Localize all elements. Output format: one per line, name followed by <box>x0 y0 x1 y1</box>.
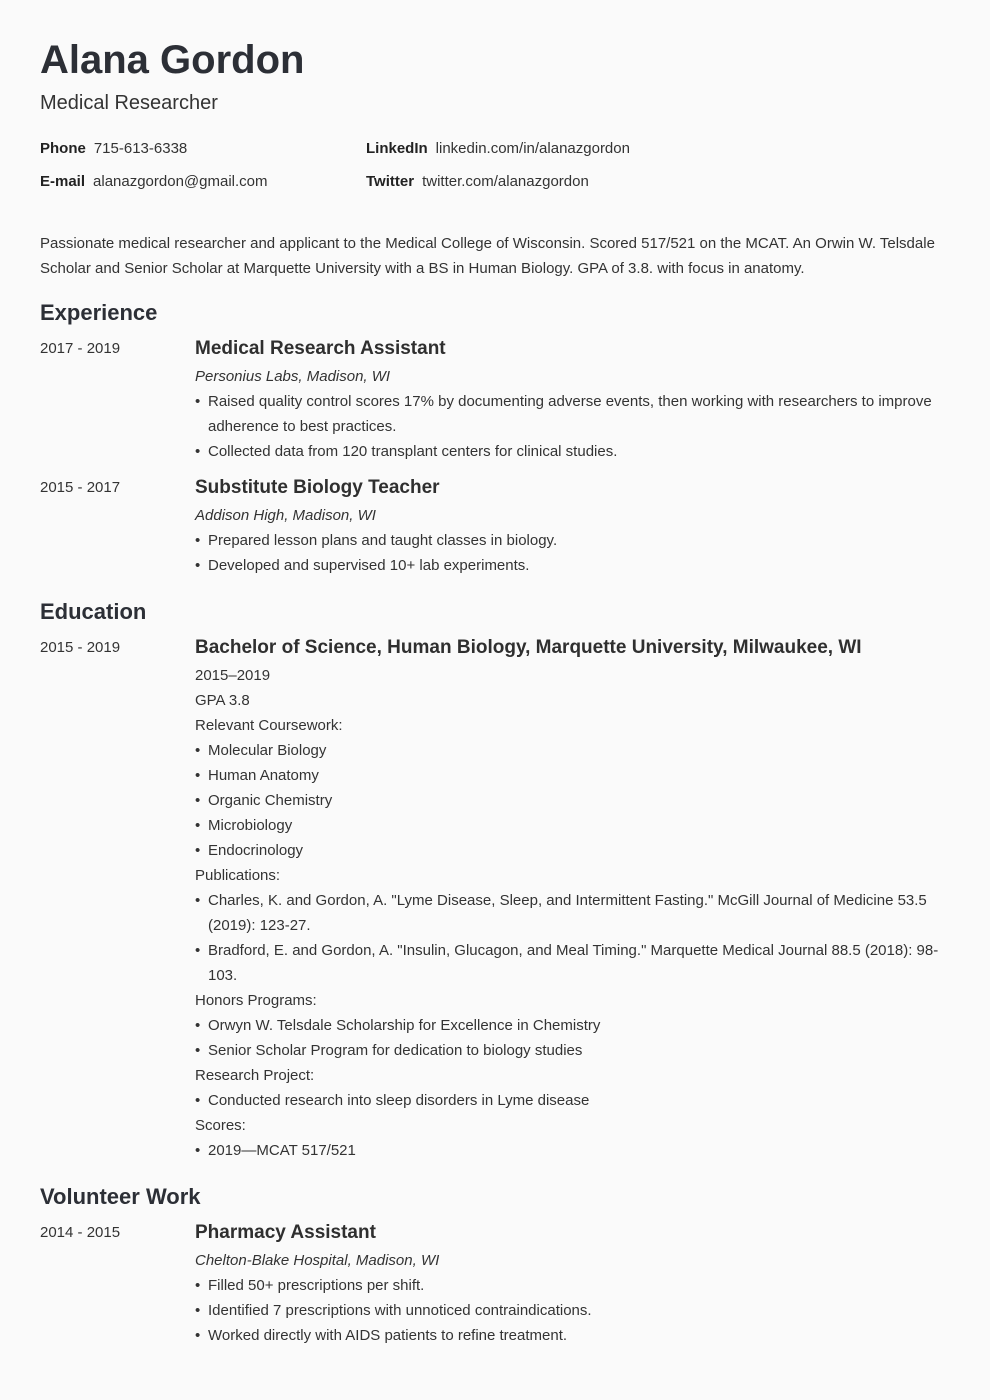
linkedin-label: LinkedIn <box>366 140 428 157</box>
list-item: • Organic Chemistry <box>195 788 950 813</box>
research-list <box>195 1088 950 1113</box>
experience-entry <box>40 474 950 578</box>
list-item: • Prepared lesson plans and taught classes in biology. <box>195 528 950 553</box>
contact-block <box>40 140 950 191</box>
entry-org: Personius Labs, Madison, WI <box>195 368 391 385</box>
entry-bullets <box>195 1273 950 1348</box>
list-item: • Molecular Biology <box>195 738 950 763</box>
list-item: • Orwyn W. Telsdale Scholarship for Excellence in Chemistry <box>195 1013 950 1038</box>
publications-list <box>195 888 950 988</box>
experience-entry <box>40 335 950 464</box>
entry-dates: 2015 - 2019 <box>40 639 121 656</box>
entry-role: Substitute Biology Teacher <box>195 477 440 498</box>
coursework-list <box>195 738 950 863</box>
candidate-title: Medical Researcher <box>40 92 218 114</box>
list-item: • Raised quality control scores 17% by documenting adverse events, then working with researchers to improve adherence to best practices. <box>195 389 950 439</box>
education-entry <box>40 634 950 1163</box>
entry-org: Addison High, Madison, WI <box>195 507 376 524</box>
email-link[interactable]: alanazgordon@gmail.com <box>93 173 268 190</box>
twitter-label: Twitter <box>366 173 415 190</box>
scores-label: Scores: <box>195 1117 246 1134</box>
education-gpa: GPA 3.8 <box>195 692 250 709</box>
entry-bullets <box>195 528 950 578</box>
entry-org: Chelton-Blake Hospital, Madison, WI <box>195 1252 440 1269</box>
list-item: • Human Anatomy <box>195 763 950 788</box>
entry-dates: 2017 - 2019 <box>40 340 121 357</box>
list-item: • Charles, K. and Gordon, A. "Lyme Disease, Sleep, and Intermittent Fasting." McGill Journal of Medicine 53.5 (2019): 123-27. <box>195 888 950 938</box>
education-heading: Education <box>40 599 147 624</box>
honors-label: Honors Programs: <box>195 992 317 1009</box>
contact-phone <box>40 140 366 158</box>
entry-role: Pharmacy Assistant <box>195 1222 376 1243</box>
entry-bullets <box>195 389 950 464</box>
email-label: E-mail <box>40 173 86 190</box>
list-item: • Worked directly with AIDS patients to refine treatment. <box>195 1323 950 1348</box>
entry-role: Medical Research Assistant <box>195 338 446 359</box>
education-years: 2015–2019 <box>195 667 271 684</box>
scores-list <box>195 1138 950 1163</box>
volunteer-heading: Volunteer Work <box>40 1184 201 1209</box>
list-item: • Conducted research into sleep disorders in Lyme disease <box>195 1088 950 1113</box>
contact-twitter <box>366 173 950 191</box>
list-item: • Filled 50+ prescriptions per shift. <box>195 1273 950 1298</box>
volunteer-entry <box>40 1219 950 1348</box>
contact-linkedin <box>366 140 950 158</box>
contact-email <box>40 173 366 191</box>
summary-paragraph: Passionate medical researcher and applicant to the Medical College of Wisconsin. Scored 517/521 on the MCAT. An Orwin W. Telsdale Scholar and Senior Scholar at Marquette University with a BS in Human Biology. GPA of 3.8. with focus in anatomy. <box>40 235 935 277</box>
phone-value[interactable]: 715-613-6338 <box>93 140 188 157</box>
entry-dates: 2014 - 2015 <box>40 1224 121 1241</box>
experience-heading: Experience <box>40 300 158 325</box>
list-item: • Bradford, E. and Gordon, A. "Insulin, Glucagon, and Meal Timing." Marquette Medical Journal 88.5 (2018): 98-103. <box>195 938 950 988</box>
list-item: • Microbiology <box>195 813 950 838</box>
research-label: Research Project: <box>195 1067 315 1084</box>
candidate-name: Alana Gordon <box>40 38 305 82</box>
degree-title: Bachelor of Science, Human Biology, Marquette University, Milwaukee, WI <box>195 637 862 658</box>
list-item: • Developed and supervised 10+ lab experiments. <box>195 553 950 578</box>
list-item: • Identified 7 prescriptions with unnoticed contraindications. <box>195 1298 950 1323</box>
entry-dates: 2015 - 2017 <box>40 479 121 496</box>
honors-list <box>195 1013 950 1063</box>
list-item: • 2019—MCAT 517/521 <box>195 1138 950 1163</box>
list-item: • Collected data from 120 transplant centers for clinical studies. <box>195 439 950 464</box>
publications-label: Publications: <box>195 867 281 884</box>
list-item: • Senior Scholar Program for dedication to biology studies <box>195 1038 950 1063</box>
twitter-link[interactable]: twitter.com/alanazgordon <box>422 173 589 190</box>
linkedin-link[interactable]: linkedin.com/in/alanazgordon <box>435 140 630 157</box>
list-item: • Endocrinology <box>195 838 950 863</box>
phone-label: Phone <box>40 140 86 157</box>
coursework-label: Relevant Coursework: <box>195 717 343 734</box>
